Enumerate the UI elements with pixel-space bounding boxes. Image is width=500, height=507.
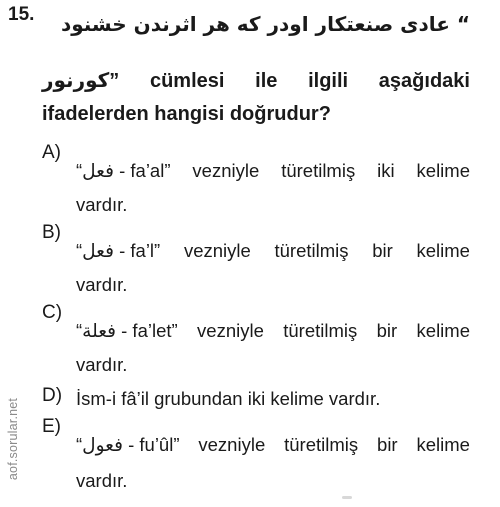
stem-ottoman-word: كورنور”: [42, 68, 120, 92]
option-text-cont: vardır.: [76, 194, 128, 215]
stem-word: ilgili: [308, 70, 349, 92]
option-letter: C): [42, 302, 63, 323]
stem-line-3: ifadelerden hangisi doğrudur?: [42, 103, 331, 125]
option-text-cont: vardır.: [76, 354, 128, 375]
stem-word: aşağıdaki: [378, 70, 470, 92]
stem-line-2: [42, 70, 470, 91]
option-text-cont: vardır.: [76, 470, 128, 491]
option-ottoman-word: فعلة: [82, 321, 116, 342]
stem-word: cümlesi: [149, 70, 225, 92]
stem-word: ile: [255, 70, 278, 92]
option-text: “فعلة - fa’let” vezniyle türetilmiş bir kelime: [76, 320, 470, 342]
site-watermark: aof.sorular.net: [6, 397, 20, 481]
scan-artifact: [342, 496, 352, 499]
option-letter: E): [42, 416, 61, 437]
stem-ottoman-line: “ عادی صنعتكار اودر كه هر اثرندن خشنود: [60, 12, 470, 36]
option-ottoman-word: فعل: [82, 161, 114, 182]
option-letter: B): [42, 222, 61, 243]
option-letter: D): [42, 385, 63, 406]
option-text-cont: vardır.: [76, 274, 128, 295]
option-ottoman-word: فعل: [82, 241, 114, 262]
option-text: “فعول - fu’ûl” vezniyle türetilmiş bir kelime: [76, 434, 470, 456]
question-number: 15.: [8, 4, 35, 25]
option-text: “فعل - fa’l” vezniyle türetilmiş bir kelime: [76, 240, 470, 262]
option-text: İsm-i fâ’il grubundan iki kelime vardır.: [76, 388, 381, 409]
option-text: “فعل - fa’al” vezniyle türetilmiş iki kelime: [76, 160, 470, 182]
option-ottoman-word: فعول: [82, 435, 123, 456]
option-letter: A): [42, 142, 61, 163]
